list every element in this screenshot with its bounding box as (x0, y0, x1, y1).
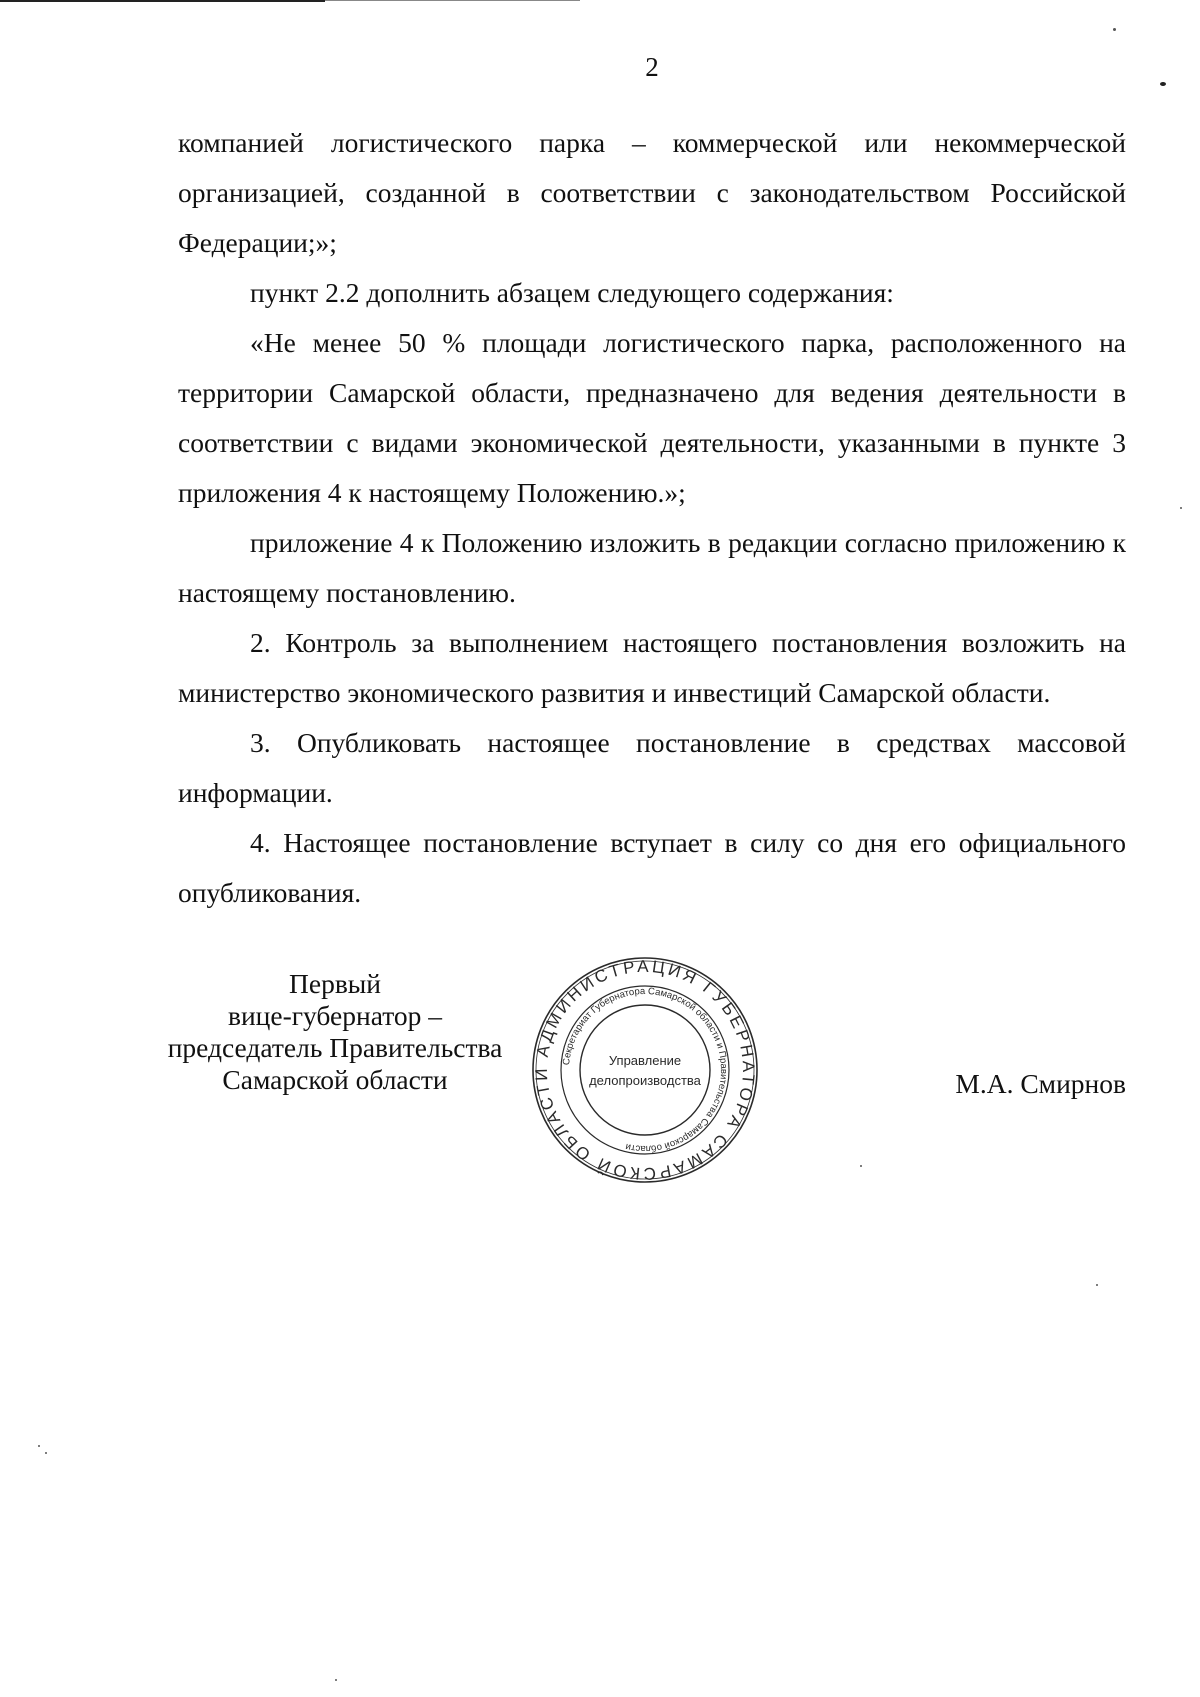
seal-center-line: Управление (608, 1053, 682, 1068)
official-seal-stamp (530, 955, 760, 1185)
seal-middle-text: Секретариат Губернатора Самарской области и Правительства Самарской области (561, 985, 730, 1155)
scan-speck (1160, 82, 1166, 86)
scan-speck (1113, 28, 1116, 31)
scan-speck (860, 1165, 862, 1167)
page-number: 2 (645, 52, 659, 82)
signatory-position-line: Первый (289, 968, 381, 999)
top-border-line (0, 0, 325, 2)
seal-inner-border (580, 1005, 710, 1135)
signatory-position-line: Самарской области (222, 1064, 448, 1095)
signatory-position-line: председатель Правительства (167, 1032, 503, 1063)
signatory-position-line: вице-губернатор – (227, 1000, 443, 1031)
signatory-position (150, 968, 520, 1096)
paragraph-2: пункт 2.2 дополнить абзацем следующего содержания: (250, 277, 894, 308)
seal-center-line: делопроизводства (589, 1073, 701, 1088)
scan-speck (1096, 1284, 1098, 1286)
scan-speck (38, 1445, 40, 1447)
paragraph-1: компанией логистического парка – коммерческой или некоммерческой организацией, созданной в соответствии с законодательством Российской Федерации;»; (178, 127, 1126, 258)
paragraph-5: 2. Контроль за выполнением настоящего постановления возложить на министерство экономического развития и инвестиций Самарской области. (178, 627, 1126, 708)
svg-text:Секретариат Губернатора Самарс (561, 986, 729, 1154)
paragraph-3: «Не менее 50 % площади логистического парка, расположенного на территории Самарской области, предназначено для ведения деятельности в соответствии с видами экономической деятельности, указанными в пункте 3 приложения 4 к настоящему Положению.»; (178, 327, 1126, 508)
paragraph-6: 3. Опубликовать настоящее постановление в средствах массовой информации. (178, 727, 1126, 808)
paragraph-7: 4. Настоящее постановление вступает в силу со дня его официального опубликования. (178, 827, 1126, 908)
signatory-name: М.А. Смирнов (955, 1068, 1126, 1099)
document-body (178, 118, 1126, 918)
scan-speck (335, 1679, 337, 1681)
scan-speck (45, 1452, 47, 1454)
seal-outer-text: АДМИНИСТРАЦИЯ ГУБЕРНАТОРА САМАРСКОЙ ОБЛАСТИ (531, 956, 759, 1184)
top-border-line-thin (325, 0, 580, 1)
paragraph-4: приложение 4 к Положению изложить в редакции согласно приложению к настоящему постановлению. (178, 527, 1126, 608)
scan-speck (1180, 507, 1182, 509)
